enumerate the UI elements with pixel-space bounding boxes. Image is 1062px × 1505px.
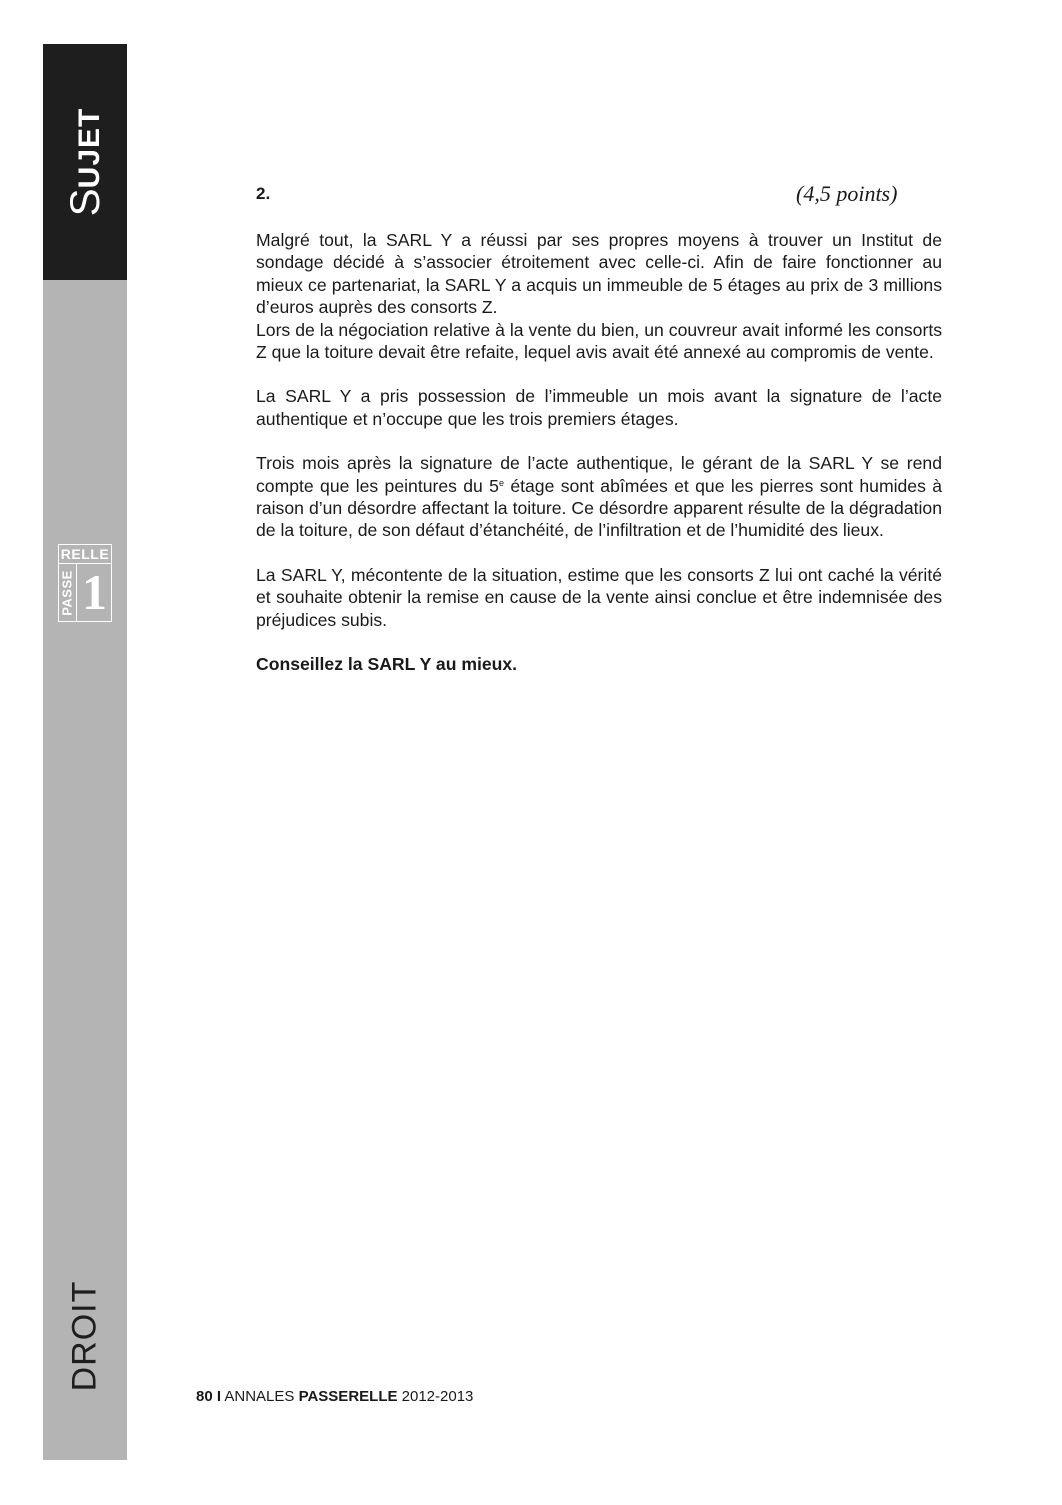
footer-annales: ANNALES: [224, 1388, 295, 1405]
paragraph-part: étage sont abîmées et que les pierres sont humides à raison d’un désordre affectant la toiture. Ce désordre apparent résulte de la dégradation de la toiture, de son défaut d’étanchéité, de l’infiltration et de l’humidité des lieux.: [256, 475, 942, 541]
instruction: Conseillez la SARL Y au mieux.: [256, 654, 518, 675]
passerelle-1-logo: [58, 544, 112, 622]
paragraph: [256, 452, 942, 542]
question-number: 2.: [256, 184, 271, 203]
page-number: 80: [196, 1388, 213, 1405]
paragraph: La SARL Y, mécontente de la situation, estime que les consorts Z lui ont caché la vérité et souhaite obtenir la remise en cause de la vente ainsi conclue et être indemnisée des préjudices subis.: [256, 564, 942, 630]
superscript: e: [498, 477, 504, 488]
subject-label: DROIT: [65, 1280, 104, 1392]
paragraph-part: Trois mois après la signature de l’acte authentique, le gérant de la SARL Y se rend compte que les peintures du 5: [256, 453, 942, 496]
page-footer: [196, 1388, 473, 1405]
question-points: (4,5 points): [796, 181, 898, 206]
logo-side-text: PASSE: [59, 570, 75, 616]
footer-brand: PASSERELLE: [298, 1388, 398, 1405]
logo-top-text: RELLE: [60, 546, 110, 562]
logo-divider: [76, 564, 77, 621]
logo-number: 1: [82, 564, 107, 620]
paragraph: La SARL Y a pris possession de l’immeuble un mois avant la signature de l’acte authentique et n’occupe que les trois premiers étages.: [256, 386, 942, 429]
section-label-initial: S: [61, 188, 108, 217]
section-label: [61, 108, 109, 217]
paragraph: Malgré tout, la SARL Y a réussi par ses propres moyens à trouver un Institut de sondage décidé à s’associer étroitement avec celle-ci. Afin de faire fonctionner au mieux ce partenariat, la SARL Y a acquis un immeuble de 5 étages au prix de 3 millions d’euros auprès des consorts Z.: [256, 230, 942, 318]
section-label-rest: UJET: [73, 107, 106, 189]
question-body: [256, 229, 942, 676]
paragraph: Lors de la négociation relative à la vente du bien, un couvreur avait informé les consorts Z que la toiture devait être refaite, lequel avis avait été annexé au compromis de vente.: [256, 319, 942, 363]
footer-separator: I: [216, 1388, 222, 1405]
footer-year: 2012-2013: [401, 1388, 474, 1405]
